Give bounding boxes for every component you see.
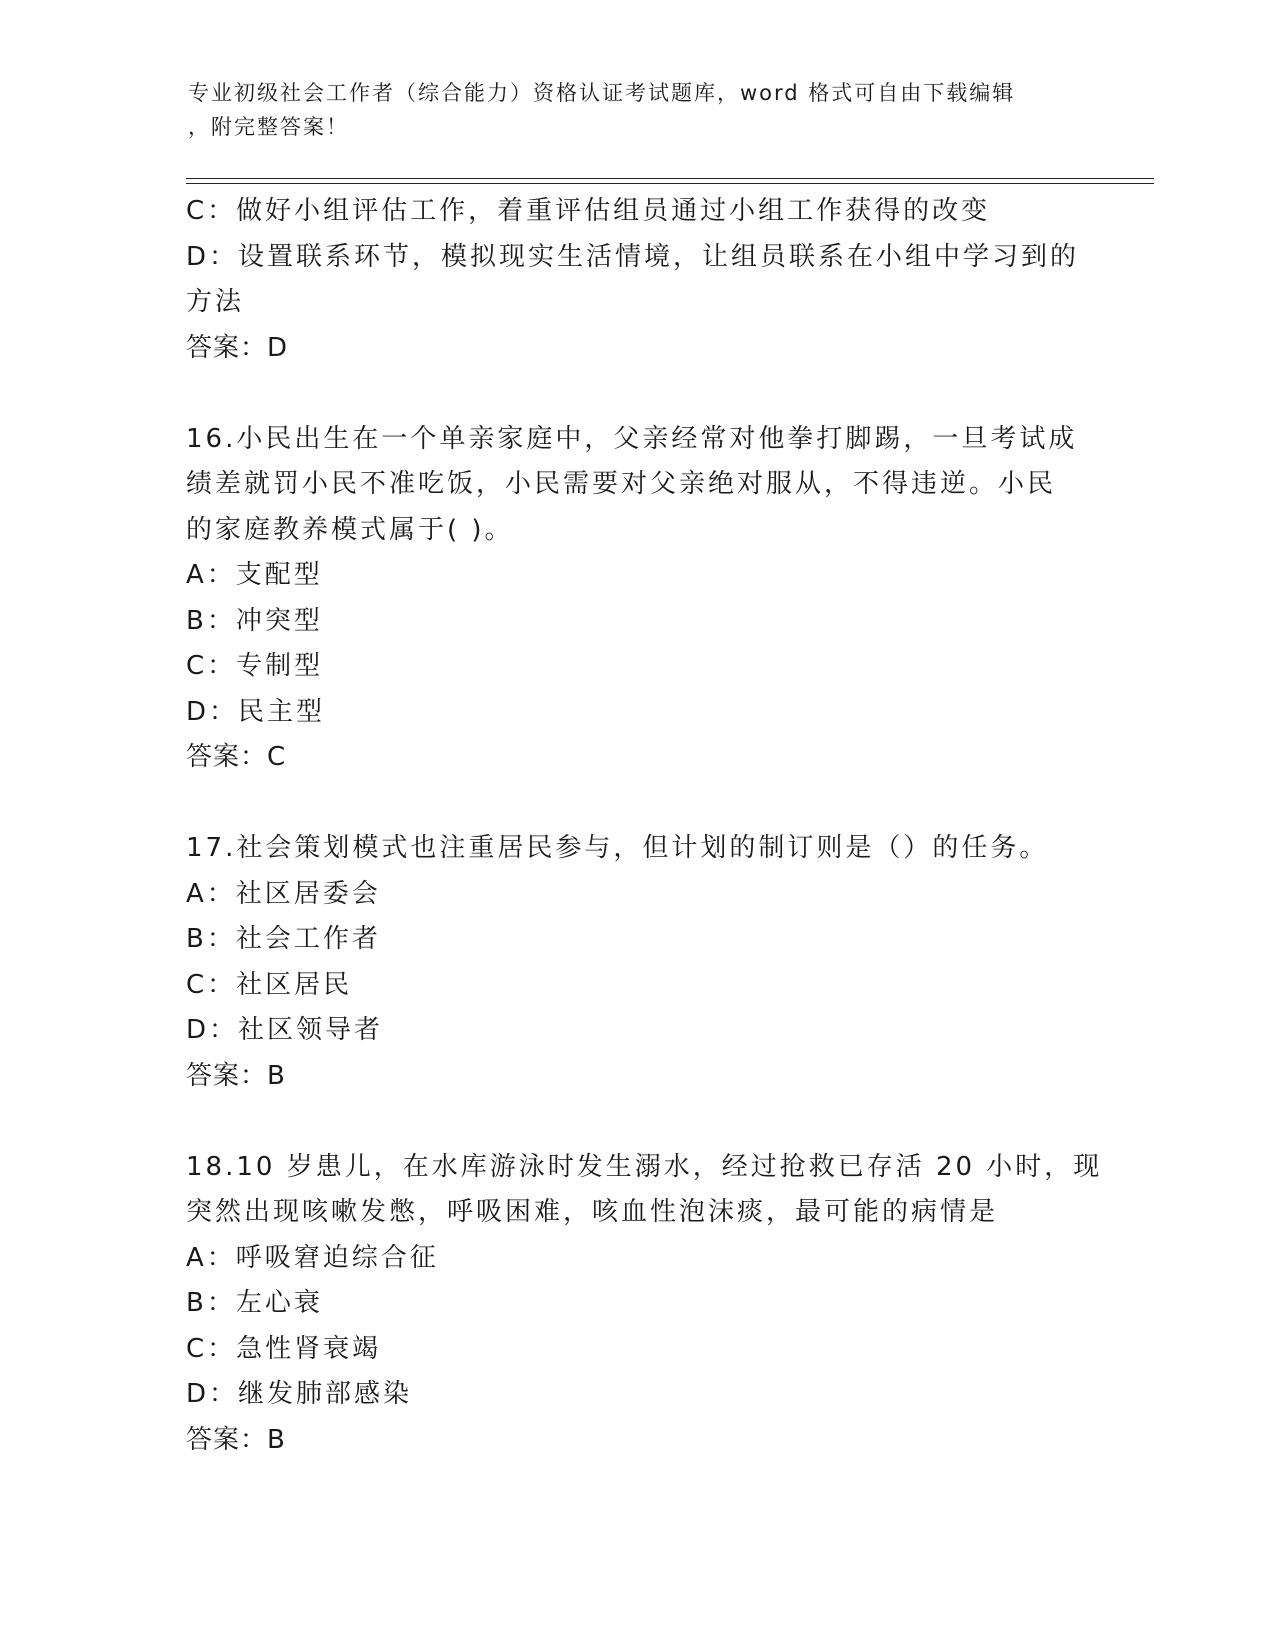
question-16 xyxy=(186,417,1086,781)
option-d: D：设置联系环节，模拟现实生活情境，让组员联系在小组中学习到的 xyxy=(186,241,1080,272)
answer: 答案：C xyxy=(186,742,287,772)
option-a: A：支配型 xyxy=(186,560,323,590)
header-line-2: ，附完整答案！ xyxy=(188,115,349,139)
option-d: D：继发肺部感染 xyxy=(186,1379,413,1409)
question-stem: 17.社会策划模式也注重居民参与，但计划的制订则是（）的任务。 xyxy=(186,833,1049,863)
header-divider-bottom xyxy=(186,183,1154,184)
header-divider-top xyxy=(186,178,1154,179)
option-c: C：做好小组评估工作，着重评估组员通过小组工作获得的改变 xyxy=(186,196,991,226)
option-c: C：专制型 xyxy=(186,651,324,681)
option-a: A：呼吸窘迫综合征 xyxy=(186,1242,439,1273)
answer: 答案：B xyxy=(186,1060,286,1091)
document-body xyxy=(186,189,1103,1463)
option-d-continued: 方法 xyxy=(186,287,245,317)
previous-question-tail xyxy=(186,189,1086,371)
option-b: B：社会工作者 xyxy=(186,924,381,954)
answer: 答案：D xyxy=(186,332,289,363)
document-header xyxy=(188,76,1068,144)
option-a: A：社区居委会 xyxy=(186,878,381,909)
question-18 xyxy=(186,1145,1103,1464)
option-b: B：左心衰 xyxy=(186,1288,323,1318)
option-c: C：社区居民 xyxy=(186,969,353,1000)
question-stem: 突然出现咳嗽发憋，呼吸困难，咳血性泡沫痰，最可能的病情是 xyxy=(186,1197,999,1227)
option-d: D：社区领导者 xyxy=(186,1015,384,1045)
question-stem: 绩差就罚小民不准吃饭，小民需要对父亲绝对服从，不得违逆。小民 xyxy=(186,469,1057,499)
question-17 xyxy=(186,826,1086,1099)
option-d: D：民主型 xyxy=(186,696,326,727)
option-b: B：冲突型 xyxy=(186,605,323,636)
question-stem: 的家庭教养模式属于( )。 xyxy=(186,514,514,545)
header-line-1: 专业初级社会工作者（综合能力）资格认证考试题库，word 格式可自由下载编辑 xyxy=(188,81,1016,105)
answer: 答案：B xyxy=(186,1424,286,1455)
question-stem: 16.小民出生在一个单亲家庭中，父亲经常对他拳打脚踢，一旦考试成 xyxy=(186,423,1078,454)
option-c: C：急性肾衰竭 xyxy=(186,1333,382,1364)
question-stem: 18.10 岁患儿，在水库游泳时发生溺水，经过抢救已存活 20 小时，现 xyxy=(186,1151,1103,1182)
